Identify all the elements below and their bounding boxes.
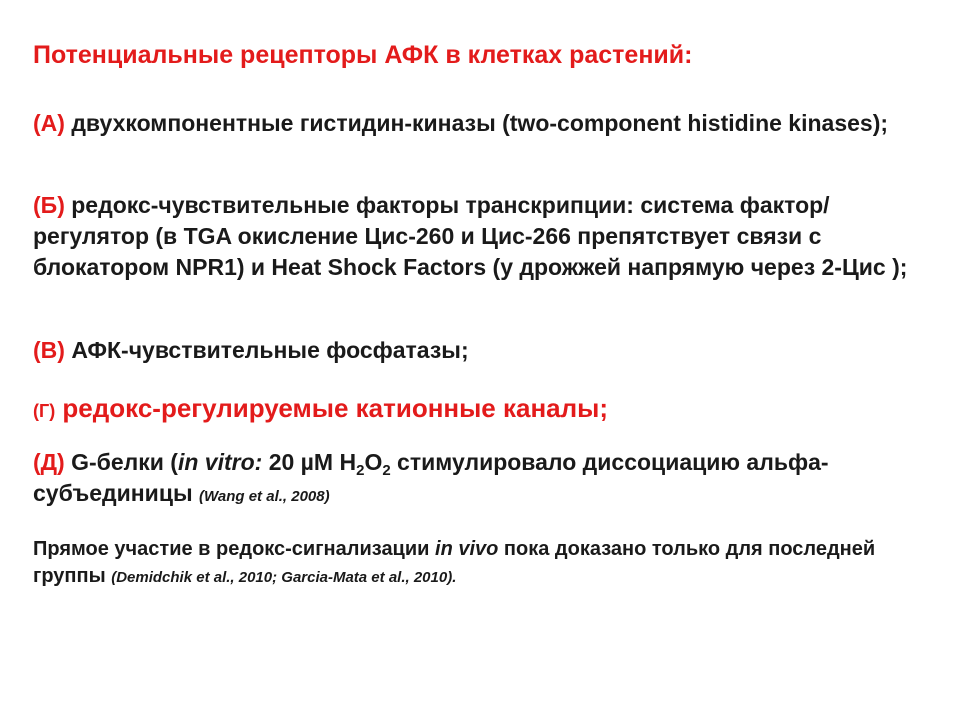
subscript: 2 [382,462,391,479]
citation: (Demidchik et al., 2010; Garcia-Mata et al., 2010). [111,569,457,586]
item-marker: (Г) [33,401,56,421]
item-text: редокс-чувствительные факторы транскрипции: система фактор/регулятор (в TGA окисление Цис-260 и Цис-266 препятствует связи с блокатором NPR1) и Heat Shock Factors (у дрожжей напрямую через 2-Цис ); [33,192,908,280]
item-marker: (Д) [33,449,65,475]
item-text-2: 20 µM H [262,449,357,475]
note-italic: in vivo [435,538,499,560]
item-text: двухкомпонентные гистидин-киназы (two-component histidine kinases); [64,110,889,136]
item-text-4: стимулировало диссоциацию альфа-субъединицы [33,449,829,506]
list-item-b [33,190,923,283]
list-item-v [33,335,923,366]
item-italic: in vitro: [177,449,263,475]
note-text-2: пока доказано только для последней группы [33,538,876,587]
item-text: редокс-регулируемые катионные каналы; [55,393,609,423]
item-marker: (В) [33,337,65,363]
item-marker: (А) [33,110,65,136]
slide-title: Потенциальные рецепторы АФК в клетках растений: [33,41,693,69]
item-text-3: O [364,449,383,475]
list-item-a [33,108,923,139]
note-text-1: Прямое участие в редокс-сигнализации [33,538,436,560]
list-item-g [33,393,923,427]
citation: (Wang et al., 2008) [199,488,330,505]
subscript: 2 [356,462,365,479]
item-text-1: G-белки ( [64,449,178,475]
item-marker: (Б) [33,192,65,218]
conclusion-note [33,536,923,591]
list-item-d [33,447,923,512]
item-text: АФК-чувствительные фосфатазы; [64,337,469,363]
